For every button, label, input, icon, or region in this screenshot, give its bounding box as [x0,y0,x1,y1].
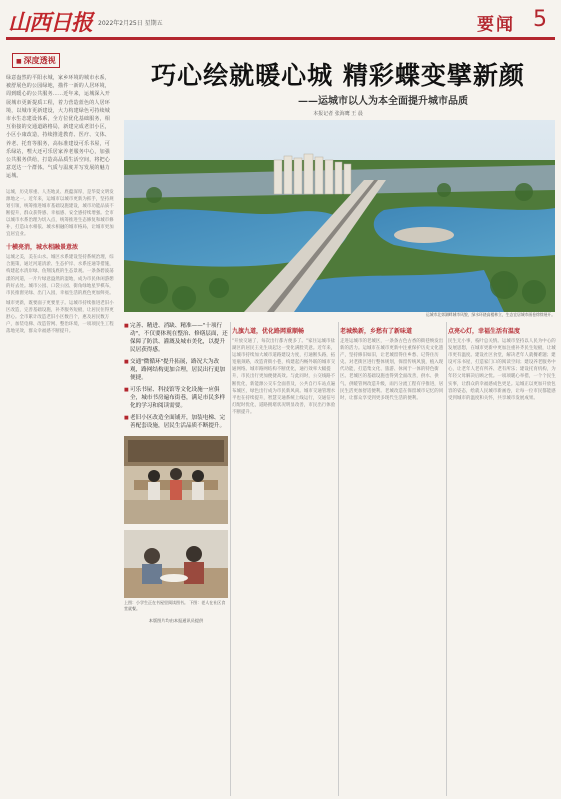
photo-credit: 本版图片均由本报通讯员提供 [148,618,204,623]
photo-caption: 运城市北郊湖畔城市风貌，绿水环绕高楼林立，生态宜居城市画卷徐徐展开。 [425,312,555,317]
byline: 本报记者 张海鹰 王 晨 [313,111,363,117]
photo-caption-small: 上图：小学生正在书屋里阅读图书。 下图：老人在社区食堂就餐。 [124,600,226,611]
column-2 [232,322,336,796]
intro-paragraph: 绿意盎然的平阳水城，家乡环境的城市水系，被舒展色的公园绿地，描件一新的人居环境，周到暖心的公共服务……近年来，运城深入开展城市更新提质工程，着力营造蓝色的人居环境，以城市更新建设，大力构建绿色可持续城市水生态建设体系，全方位优化基础服务，相互衔接的交通道路格局，新建完成老旧小区，小区小康改造，持续推进教育、医疗、文体、养老、托育等服务，高标准建设可乐书屋，可乐绿站，嘿大还可乐居家养老服务中心，加强公共服务供给，打造高品质生活空间，将把心意送达一个群体。气质与温度并写发展的魅力运城。 [6,75,111,180]
dateline: 2022年2月25日 星期五 [98,20,163,27]
reading-photo [124,436,228,524]
column-divider [338,322,339,796]
column-body: 走进运城市的老城区，一条条古色古香的街巷焕发出新的活力。运城市在城市更新中注重保护历史文化遗产，坚持修旧如旧，让老城留得住乡愁、记得住历史。对老街区进行整体规划，保留传统风貌，植入现代功能，打造集文化、旅游、休闲于一体的特色街区。老城区的基础设施也得到全面改善，供水、供气、供暖管网改造升级，雨污分流工程有序推进，居民生活更加舒适便利。老城改造在保留城市记忆的同时，让群众享受到更多现代生活的便利。 [340,339,444,401]
left-body-3: 城市更新，既要面子更要里子。运城市持续推进老旧小区改造，完善基础设施，补齐服务短板，让居民住得更舒心。全市累计改造老旧小区数百个，惠及居民数万户，加装电梯、改造管网、整治环境，一项项民生工程落地见效，群众幸福感不断提升。 [6,300,114,335]
highlight-item: ■ 交通"微循环"提升拓展，路况大为改观，路网结构更加合理，居民出行更加便捷。 [124,358,228,382]
highlight-item: ■ 完善、精进、消缺、精准——"十项行动"，不仅要体现在整治、修缮层面，还保障了防洪、灌溉及城市美化，以提升民居获得感。 [124,322,228,354]
article-columns [124,322,556,796]
left-body-2: 运城之美，美在山水。城区水系建设坚持系统治理，综合施策，通过河道清淤、生态护岸、水系连通等措施，构建起水清岸绿、鱼翔浅底的生态景观。一条条碧波荡漾的河道，一片片绿意盎然的湿地，成为市民休闲游憩的好去处。城市公园、口袋公园、街角绿地星罗棋布，市民推窗见绿、出门入园，幸福生活的底色更加鲜亮。 [6,255,114,296]
column-4 [448,322,556,796]
column-heading: 九旗九道，优化路网重顺畅 [232,328,305,335]
newspaper-logo: 山西日报 [8,10,93,36]
column-heading: 老城焕新，乡愁有了新味道 [340,328,413,335]
column-tag: ■ 深度透视 [12,53,60,68]
left-section-heading: 十横亮消，城水相融景意浓 [6,244,79,252]
masthead [6,4,555,40]
subheadline: ——运城市以人为本全面提升城市品质 [298,96,468,107]
left-column [6,48,114,796]
aerial-photo [124,120,555,312]
column-heading: 点亮心灯，幸福生活有温度 [448,328,521,335]
column-1 [124,322,228,796]
headline: 巧心绘就暖心城 精彩蝶变擘新颜 [151,61,525,90]
highlight-item: ■ 可乐书屋、科技馆等文化设施一应俱全，城市书房遍布街巷，满足市民多样化的学习和阅读需要。 [124,386,228,410]
column-divider [230,322,231,796]
section-name: 要闻 [477,15,515,35]
column-body: "开放交通了，每次出行都方便多了。"家住运城市盐湖区的居民王先生谈起这一变化满脸笑意。近年来，运城市持续加大城市道路建设力度，打通断头路，拓宽瓶颈路，改造背街小巷，构建起内畅外联的城市交通网络。城市路网结构不断优化，通行效率大幅提升，市民出行更加便捷高效。与此同时，公交线路不断优化，新能源公交车全面普及，公共自行车站点遍布城区，绿色出行成为市民新风尚。城市交通管理水平也在持续提升，智慧交通系统上线运行，交通信号灯配时优化，道路拥堵状况明显改善，市民出行体验不断提升。 [232,339,336,415]
left-body-1: 运城，历史厚重、人杰地灵、底蕴深厚，是华夏文明发源地之一。近年来，运城市以城市更新为抓手，坚持规划引领，统筹推进城市基础设施建设，城市功能品质不断提升，群众获得感、幸福感、安全感持续增强。全市以城市水系治理为切入点，统筹推进生态修复和城市修补，打造山水相依、城水相融的城市格局，让城市更加宜居宜业。 [6,189,114,238]
column-body: 民生无小事，枝叶总关情。运城市坚持以人民为中心的发展思想，在城市更新中更加注重补齐民生短板，让城市更有温度。建设社区食堂，解决老年人就餐难题；建设可乐书屋，打造家门口的阅读空间；建设养老服务中心，让老年人老有所养、老有所乐；建设托育机构，为年轻父母解决后顾之忧。一项项暖心举措，一个个民生实事，让群众的幸福感成色更足。运城正以更加开放包容的姿态，绘就人民城市新画卷，让每一位市民都能感受到城市的温度和关怀，共享城市发展成果。 [448,339,556,401]
column-divider [446,322,447,796]
column-3 [340,322,444,796]
page-number: 5 [533,7,547,32]
highlight-item: ■ 老旧小区改造全面铺开，加装电梯、完善配套设施，居民生活品质不断提升。 [124,414,228,430]
dining-photo [124,530,228,598]
